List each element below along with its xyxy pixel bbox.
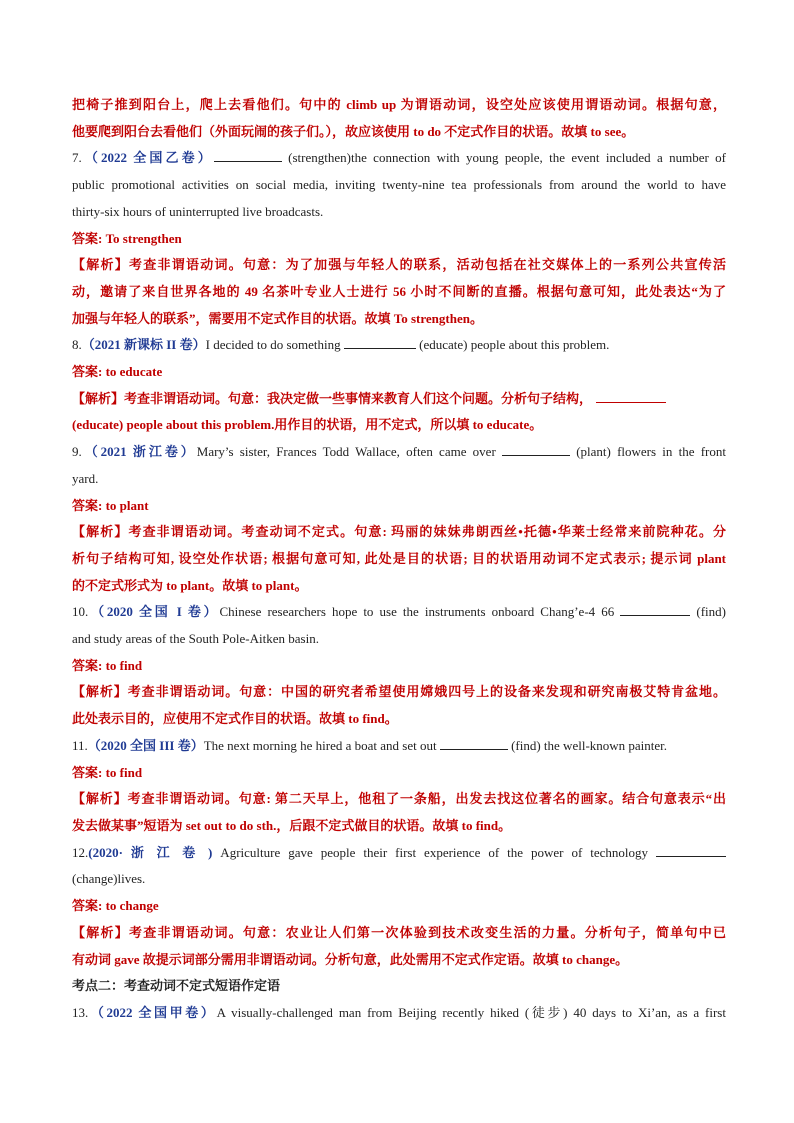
question-number: 11. — [72, 737, 88, 753]
explanation-line: 有动词 gave 故提示词部分需用非谓语动词。分析句意，此处需用不定式作定语。故填 to change。 — [72, 951, 629, 967]
answer-line: 答案: to plant — [72, 497, 149, 513]
question-9: 9.（2021 浙江卷）Mary’s sister, Frances Todd Wallace, often came over (plant) flowers in the front — [72, 444, 726, 460]
question-8: 8.（2021 新课标 II 卷）I decided to do something (educate) people about this problem. — [72, 337, 610, 353]
question-number: 12. — [72, 844, 89, 860]
explanation-line: 【解析】考查非谓语动词。句意：我决定做一些事情来教育人们这个问题。分析句子结构， — [72, 386, 726, 413]
question-text-line: and study areas of the South Pole-Aitken basin. — [72, 631, 319, 647]
answer-blank[interactable] — [214, 149, 282, 162]
answer-line: 答案: to find — [72, 657, 143, 673]
explanation-line: 加强与年轻人的联系”，需要用不定式作目的状语。故填 To strengthen。 — [72, 310, 483, 326]
answer-blank[interactable] — [344, 336, 416, 349]
question-7: 7.（2022 全国乙卷） (strengthen)the connection with young people, the event included a number of — [72, 150, 726, 166]
answer-line: 答案: to find — [72, 764, 143, 780]
explanation-line: (educate) people about this problem.用作目的状语，用不定式，所以填 to educate。 — [72, 417, 543, 433]
question-text-line: thirty-six hours of uninterrupted live broadcasts. — [72, 203, 324, 219]
question-source: （2022 全国乙卷） — [81, 150, 214, 166]
question-source: （2022 全国甲卷） — [88, 1004, 217, 1020]
question-source: （2021 浙江卷） — [81, 444, 197, 460]
question-12: 12.(2020· 浙 江 卷 ) Agriculture gave people their first experience of the power of technology — [72, 840, 726, 867]
answer-blank[interactable] — [440, 737, 508, 750]
question-source: （2021 新课标 II 卷） — [81, 337, 206, 353]
explanation-line: 动，邀请了来自世界各地的 49 名茶叶专业人士进行 56 小时不间断的直播。根据句意可知，此处表达“为了 — [72, 283, 726, 299]
answer-line: 答案: to change — [72, 898, 159, 914]
explanation-line: 此处表示目的，应使用不定式作目的状语。故填 to find。 — [72, 711, 398, 727]
explanation-line: 把椅子推到阳台上，爬上去看他们。句中的 climb up 为谓语动词，设空处应该使用谓语动词。根据句意， — [72, 97, 726, 112]
question-source: （2020 全国 III 卷） — [87, 737, 204, 753]
question-number: 7. — [72, 150, 82, 166]
explanation-line: 【解析】考查非谓语动词。句意：农业让人们第一次体验到技术改变生活的力量。分析句子，简单句中已 — [72, 924, 726, 940]
question-10: 10.（2020 全国 I 卷）Chinese researchers hope to use the instruments onboard Chang’e-4 66 (find) — [72, 604, 726, 620]
explanation-line: 的不定式形式为 to plant。故填 to plant。 — [72, 577, 308, 593]
explanation-line: 【解析】考查非谓语动词。考查动词不定式。句意: 玛丽的妹妹弗朗西丝•托德•华莱士经常来前院种花。分 — [72, 524, 726, 540]
question-number: 9. — [72, 444, 82, 460]
answer-line: 答案: to educate — [72, 364, 163, 380]
explanation-line: 发去做某事”短语为 set out to do sth.，后跟不定式做目的状语。故填 to find。 — [72, 817, 512, 833]
question-11: 11.（2020 全国 III 卷）The next morning he hired a boat and set out (find) the well-known painter. — [72, 737, 668, 753]
answer-blank[interactable] — [502, 443, 570, 456]
explanation-line: 析句子结构可知, 设空处作状语; 根据句意可知, 此处是目的状语; 目的状语用动词不定式表示; 提示词 plant — [72, 550, 726, 566]
answer-blank[interactable] — [620, 603, 690, 616]
answer-blank[interactable] — [596, 390, 666, 403]
question-text-line: yard. — [72, 470, 99, 486]
answer-line: 答案: To strengthen — [72, 230, 182, 246]
answer-blank[interactable] — [656, 844, 726, 857]
question-text-line: public promotional activities on social media, inviting twenty-nine tea professionals from around the world to have — [72, 177, 726, 193]
question-text-line: (change)lives. — [72, 871, 146, 887]
explanation-line: 【解析】考查非谓语动词。句意: 第二天早上，他租了一条船，出发去找这位著名的画家。结合句意表示“出 — [72, 791, 726, 807]
explanation-line: 【解析】考查非谓语动词。句意：中国的研究者希望使用嫦娥四号上的设备来发现和研究南极艾特肯盆地。 — [72, 684, 726, 700]
question-number: 13. — [72, 1004, 89, 1020]
question-13: 13.（2022 全国甲卷）A visually-challenged man from Beijing recently hiked (徒步) 40 days to Xi’an, as a first — [72, 1004, 726, 1020]
explanation-line: 【解析】考查非谓语动词。句意：为了加强与年轻人的联系，活动包括在社交媒体上的一系列公共宣传活 — [72, 257, 726, 273]
question-source: （2020 全国 I 卷） — [88, 604, 220, 620]
question-number: 10. — [72, 604, 89, 620]
question-number: 8. — [72, 337, 82, 353]
explanation-line: 他要爬到阳台去看他们（外面玩闹的孩子们。），故应该使用 to do 不定式作目的状语。故填 to see。 — [72, 123, 635, 139]
question-source: (2020· 浙 江 卷 ) — [88, 844, 213, 860]
section-heading: 考点二：考查动词不定式短语作定语 — [72, 978, 281, 994]
